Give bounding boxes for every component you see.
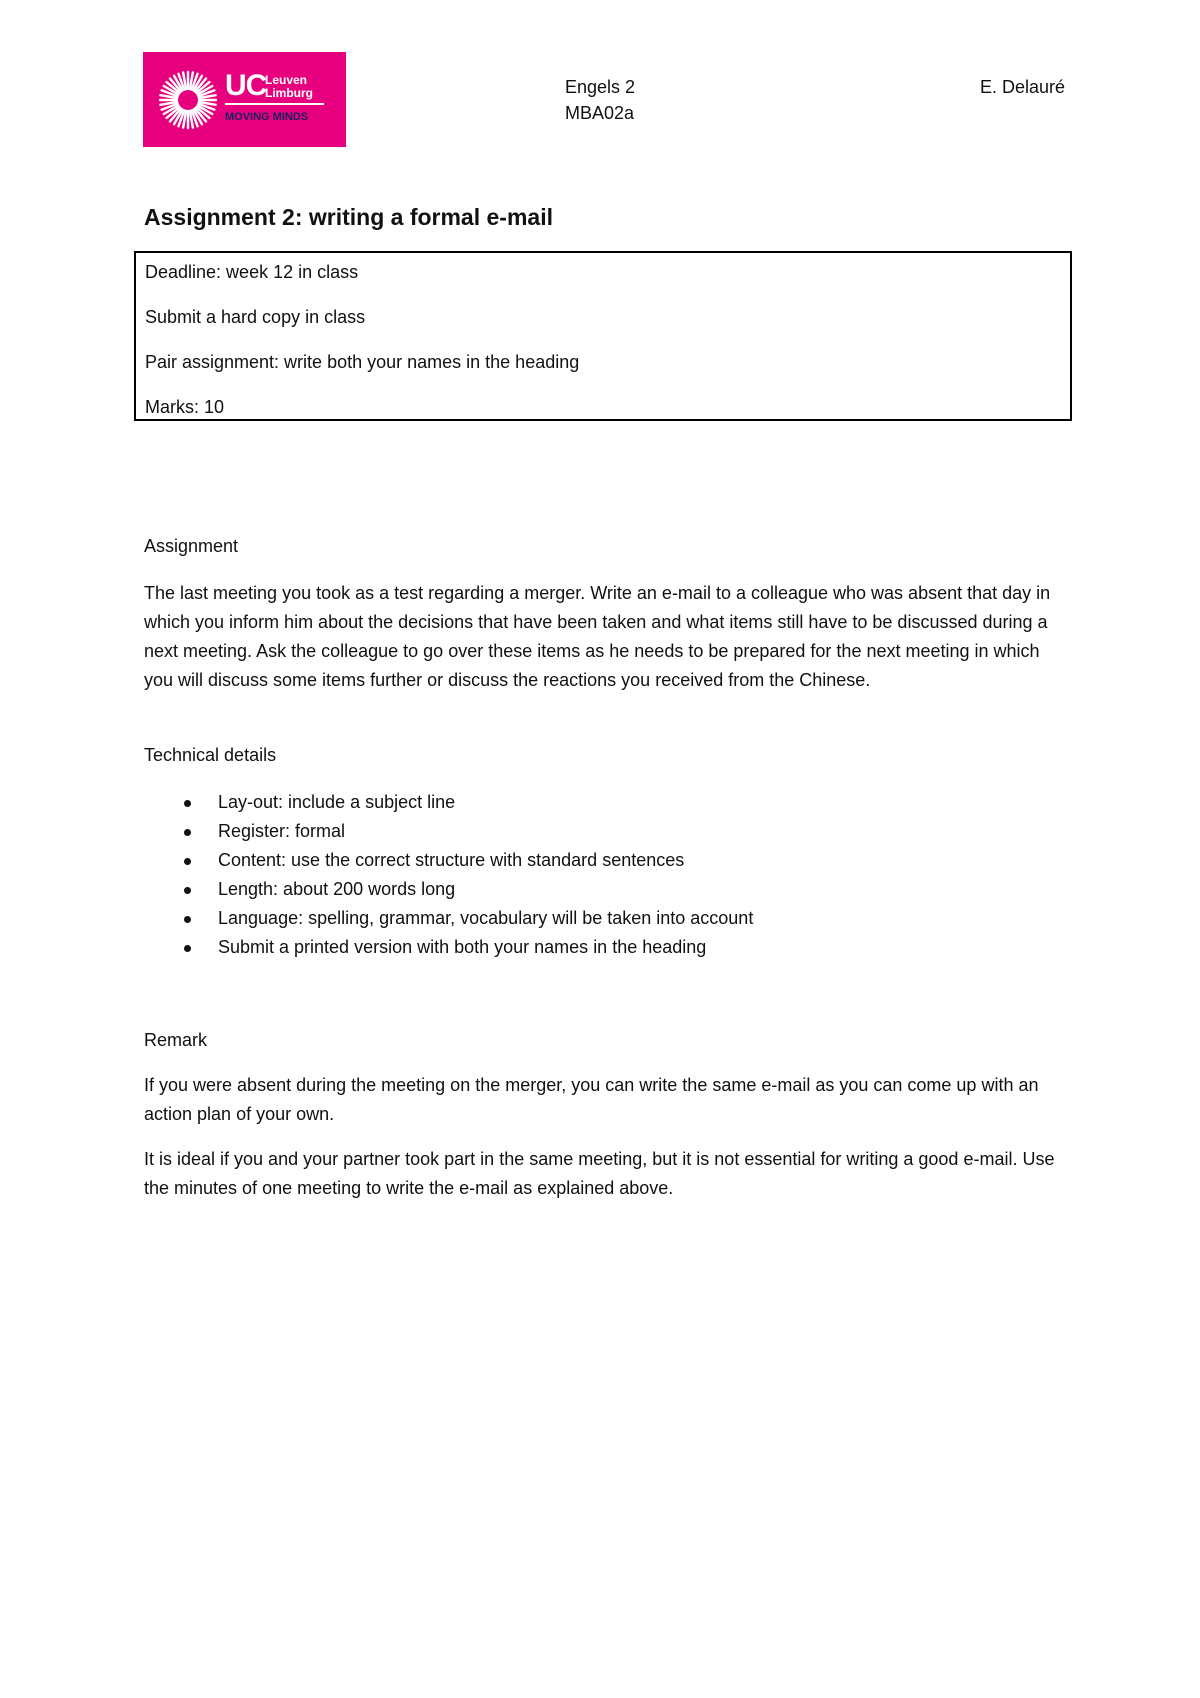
- list-item: [144, 788, 753, 817]
- list-item: [144, 817, 753, 846]
- list-item-text: Submit a printed version with both your names in the heading: [218, 937, 707, 957]
- technical-heading: Technical details: [144, 745, 277, 765]
- bullet-icon: [184, 887, 191, 894]
- info-deadline: Deadline: week 12 in class: [145, 262, 359, 282]
- list-item-text: Register: formal: [218, 821, 346, 841]
- document-title: Assignment 2: writing a formal e-mail: [144, 204, 553, 230]
- author-name: E. Delauré: [979, 77, 1065, 97]
- list-item: [144, 933, 753, 962]
- list-item: [144, 904, 753, 933]
- bullet-icon: [184, 800, 191, 807]
- info-box: [134, 251, 1072, 421]
- bullet-icon: [184, 829, 191, 836]
- logo-line-2: Limburg: [265, 86, 313, 100]
- logo-line-1: Leuven: [265, 73, 308, 87]
- info-pair: Pair assignment: write both your names in the heading: [145, 352, 580, 372]
- logo-brand: UC: [225, 69, 267, 102]
- list-item-text: Length: about 200 words long: [218, 879, 456, 899]
- info-submission: Submit a hard copy in class: [145, 307, 366, 327]
- list-item-text: Lay-out: include a subject line: [218, 792, 456, 812]
- logo-divider: [225, 103, 324, 105]
- remark-paragraph-1: If you were absent during the meeting on the merger, you can write the same e-mail as you can come up with an action plan of your own.: [144, 1075, 1039, 1124]
- remark-heading: Remark: [144, 1030, 208, 1050]
- list-item-text: Content: use the correct structure with standard sentences: [218, 850, 685, 870]
- course-name: Engels 2: [565, 77, 636, 97]
- logo-tagline: MOVING MINDS: [225, 111, 309, 123]
- remark-paragraph-2: It is ideal if you and your partner took part in the same meeting, but it is not essential for writing a good e-mail. Use the minutes of one meeting to write the e-mail as explained above.: [144, 1149, 1055, 1198]
- bullet-icon: [184, 916, 191, 923]
- technical-list: [144, 788, 753, 962]
- assignment-heading: Assignment: [144, 536, 239, 556]
- uc-leuven-limburg-logo: [143, 52, 346, 147]
- list-item: [144, 875, 753, 904]
- list-item: [144, 846, 753, 875]
- course-code: MBA02a: [565, 103, 635, 123]
- assignment-body: The last meeting you took as a test regarding a merger. Write an e-mail to a colleague who was absent that day in which you inform him about the decisions that have been taken and what items still have to be discussed during a next meeting. Ask the colleague to go over these items as he needs to be prepared for the next meeting in which you will discuss some items further or discuss the reactions you received from the Chinese.: [144, 583, 1051, 690]
- bullet-icon: [184, 945, 191, 952]
- info-marks: Marks: 10: [145, 397, 225, 417]
- sunburst-icon: [158, 67, 218, 133]
- list-item-text: Language: spelling, grammar, vocabulary will be taken into account: [218, 908, 754, 928]
- bullet-icon: [184, 858, 191, 865]
